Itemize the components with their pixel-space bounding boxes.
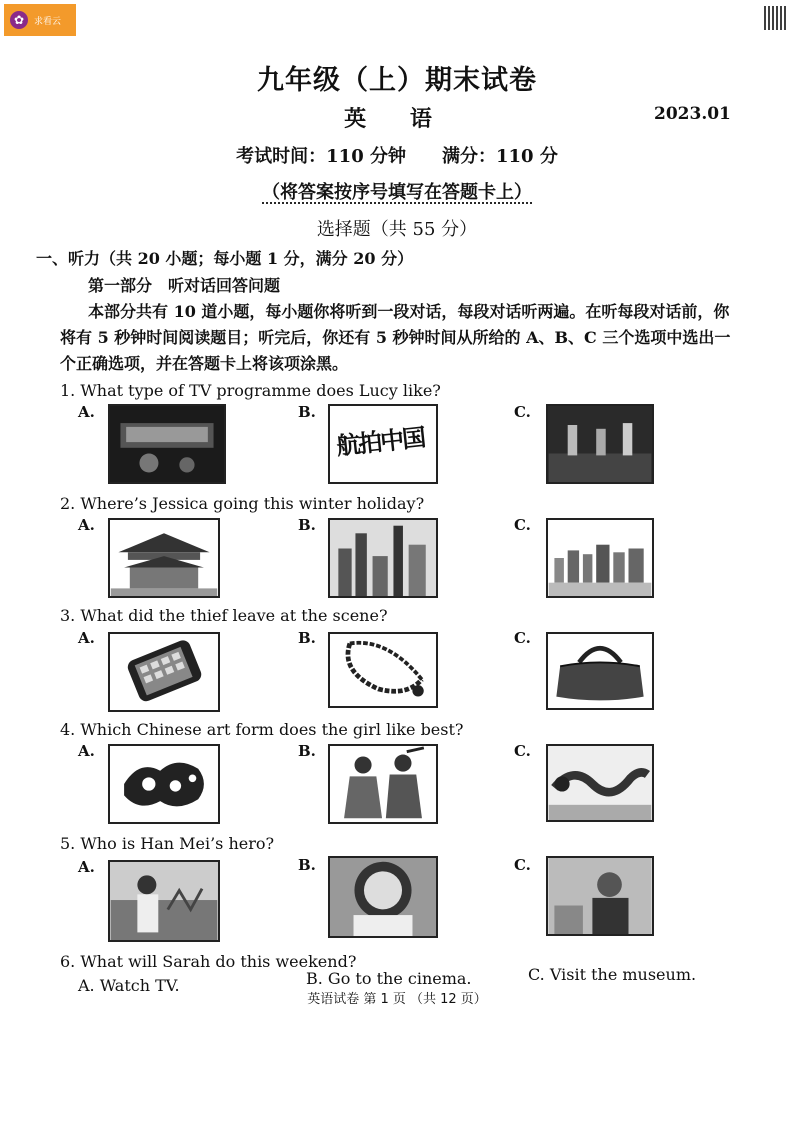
question-5: 5. Who is Han Mei’s hero?: [60, 834, 275, 853]
q4-option-c-label: C.: [514, 742, 531, 760]
flower-icon: ✿: [10, 11, 28, 29]
page-title: 九年级（上）期末试卷: [257, 65, 537, 96]
q4-option-c-image: [546, 744, 654, 822]
answer-notice-text: （将答案按序号填写在答题卡上）: [262, 182, 532, 203]
q2-option-c-image: [546, 518, 654, 598]
q6-option-a: A. Watch TV.: [78, 976, 180, 995]
q4-option-b-label: B.: [298, 742, 316, 760]
necklace-icon: [330, 634, 436, 706]
question-6: 6. What will Sarah do this weekend?: [60, 952, 357, 971]
q1-option-b-image: [328, 404, 438, 484]
q1-option-a-label: A.: [78, 403, 95, 421]
subject-title: 英 语: [344, 106, 450, 132]
part-title: 第一部分 听对话回答问题: [88, 276, 281, 295]
farmer-in-field-icon: [110, 862, 218, 940]
handbag-icon: [548, 634, 652, 708]
tv-studio-icon: [548, 406, 652, 482]
q2-option-b-image: [328, 518, 438, 598]
question-4: 4. Which Chinese art form does the girl like best?: [60, 720, 464, 739]
question-1: 1. What type of TV programme does Lucy like?: [60, 381, 441, 400]
q5-option-b-image: [328, 856, 438, 938]
logo-text: 求看云: [34, 16, 62, 27]
q3-option-c-label: C.: [514, 629, 531, 647]
question-2: 2. Where’s Jessica going this winter holiday?: [60, 494, 425, 513]
listening-heading: 一、听力（共 20 小题；每小题 1 分，满分 20 分）: [36, 249, 414, 268]
q5-option-c-image: [546, 856, 654, 936]
q5-option-a-image: [108, 860, 220, 942]
q2-option-a-label: A.: [78, 516, 95, 534]
dragon-dance-icon: [548, 746, 652, 820]
scientist-portrait-icon: [548, 858, 652, 934]
q3-option-b-label: B.: [298, 629, 316, 647]
q5-option-b-label: B.: [298, 856, 316, 874]
exam-info: 考试时间：110 分钟 满分：110 分: [236, 146, 558, 167]
q5-option-a-label: A.: [78, 858, 95, 876]
q3-option-a-image: [108, 632, 220, 712]
section-title: 选择题（共 55 分）: [316, 219, 478, 240]
q1-option-a-image: [108, 404, 226, 484]
brand-logo: [4, 4, 76, 36]
documentary-title-text: 航拍中国: [334, 422, 426, 461]
exam-date: 2023.01: [654, 104, 731, 124]
q3-option-b-image: [328, 632, 438, 708]
q4-option-b-image: [328, 744, 438, 824]
q2-option-c-label: C.: [514, 516, 531, 534]
q6-option-c: C. Visit the museum.: [528, 965, 697, 984]
q5-option-c-label: C.: [514, 856, 531, 874]
palace-icon: [110, 520, 218, 596]
q3-option-c-image: [546, 632, 654, 710]
page-footer: 英语试卷 第 1 页 （共 12 页）: [307, 992, 487, 1007]
q3-option-a-label: A.: [78, 629, 95, 647]
q1-option-c-label: C.: [514, 403, 531, 421]
q6-option-b: B. Go to the cinema.: [306, 969, 472, 988]
q1-option-b-label: B.: [298, 403, 316, 421]
q4-option-a-image: [108, 744, 220, 824]
q2-option-b-label: B.: [298, 516, 316, 534]
harbour-city-icon: [548, 520, 652, 596]
paper-cutting-icon: [110, 746, 218, 822]
qr-code-icon: [764, 6, 786, 30]
astronaut-icon: [330, 858, 436, 936]
answer-notice: [0, 178, 794, 204]
instructions: 本部分共有 10 道小题，每小题你将听到一段对话，每段对话听两遍。在听每段对话前，你将有 5 秒钟时间阅读题目；听完后，你还有 5 秒钟时间从所给的 A、B、C 三个选项中选出一个正确选项，并在答题卡上将该项涂黑。: [60, 302, 731, 373]
opera-performers-icon: [330, 746, 436, 822]
question-3: 3. What did the thief leave at the scene?: [60, 606, 388, 625]
q2-option-a-image: [108, 518, 220, 598]
q1-option-c-image: [546, 404, 654, 484]
q4-option-a-label: A.: [78, 742, 95, 760]
city-skyline-icon: [330, 520, 436, 596]
smartphone-icon: [110, 634, 218, 710]
show-poster-icon: [110, 406, 224, 482]
